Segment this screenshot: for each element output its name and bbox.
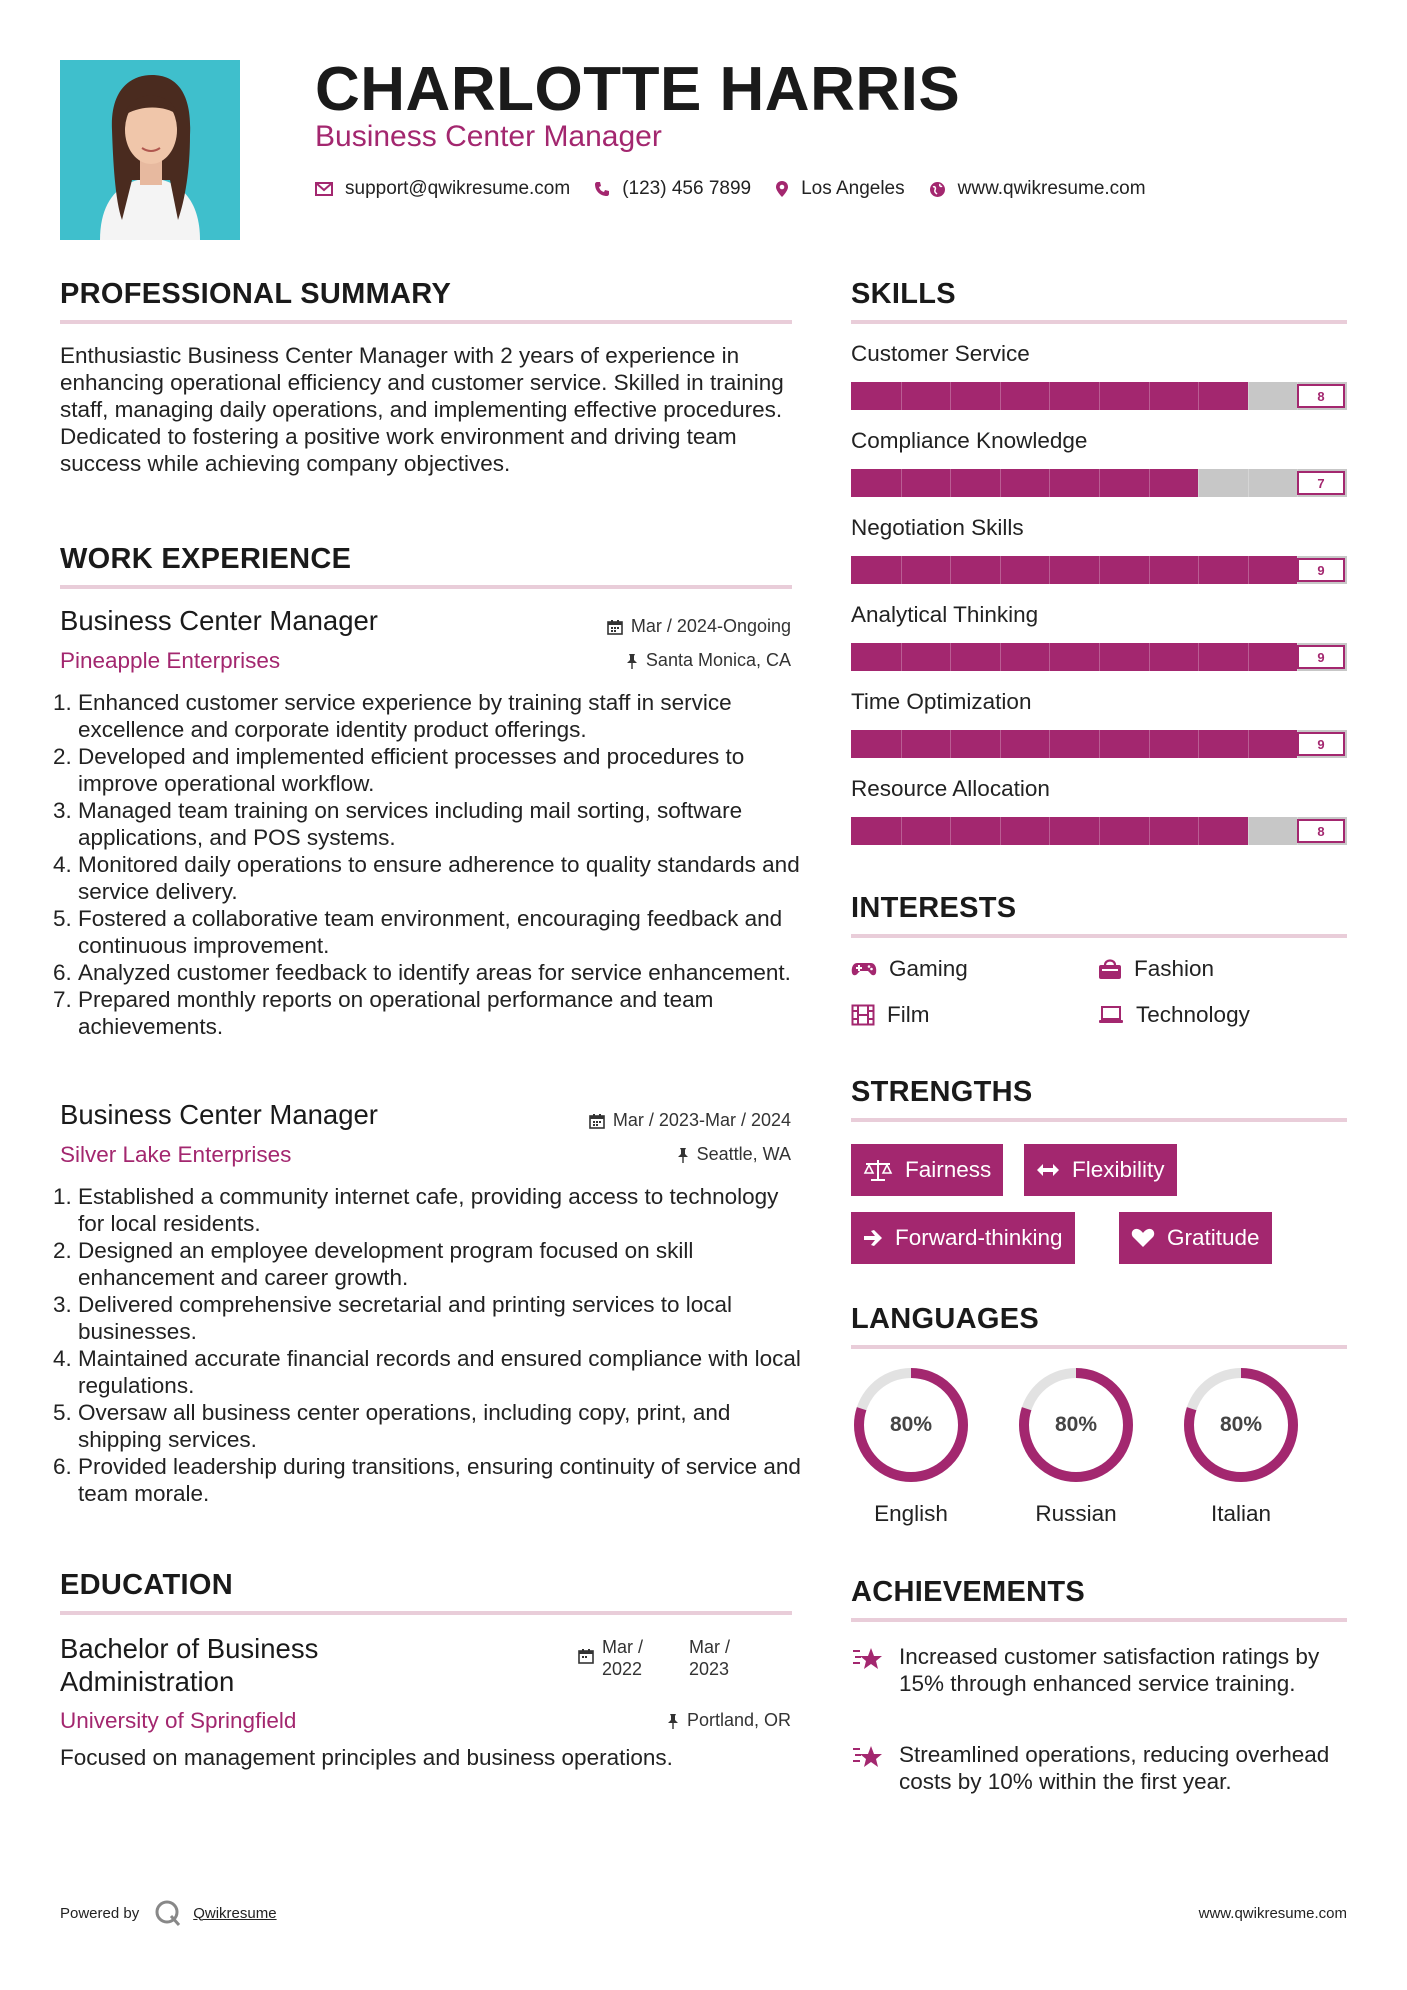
skill-level-badge: 9 — [1297, 558, 1345, 582]
skill-bar-segment — [1099, 643, 1100, 671]
education-start-year: 2022 — [602, 1659, 643, 1679]
skill-bar-segment — [950, 469, 951, 497]
scale-icon — [863, 1159, 893, 1181]
list-item: Enhanced customer service experience by training staff in service excellence and corporate identity product offerings. — [78, 690, 732, 742]
interest-film — [851, 1002, 929, 1028]
strengths-heading: STRENGTHS — [851, 1076, 1033, 1108]
skill-level-badge: 7 — [1297, 471, 1345, 495]
interests-heading: INTERESTS — [851, 892, 1017, 924]
skill-bar-segment — [1099, 469, 1100, 497]
job-1-date — [607, 616, 791, 637]
languages-heading: LANGUAGES — [851, 1303, 1039, 1335]
achievement-item-2 — [851, 1741, 1347, 1795]
skill-name: Customer Service — [851, 341, 1030, 366]
skill-bar-segment — [1149, 643, 1150, 671]
strengths-divider — [851, 1118, 1347, 1122]
education-heading: EDUCATION — [60, 1569, 233, 1601]
skill-bar-segment — [950, 730, 951, 758]
education-start-month: Mar / — [602, 1637, 644, 1657]
skill-bar-segment — [1198, 469, 1199, 497]
skill-bar-segment — [1248, 730, 1249, 758]
strength-fairness — [851, 1144, 1003, 1196]
skill-bar-segment — [1198, 817, 1199, 845]
map-pin-icon — [775, 180, 789, 198]
avatar — [60, 60, 240, 240]
experience-divider — [60, 585, 792, 589]
summary-text: Enthusiastic Business Center Manager with 2 years of experience in enhancing operational efficiency and customer service. Skilled in training staff, managing daily operations, and implementing effective procedures. Dedicated to fostering a positive work environment and driving team success while achieving company objectives. — [60, 343, 784, 476]
experience-heading: WORK EXPERIENCE — [60, 543, 352, 575]
interest-gaming — [851, 956, 968, 982]
interests-divider — [851, 934, 1347, 938]
contact-location — [775, 178, 905, 200]
skill-bar-segment — [1248, 817, 1249, 845]
language-percent: 80% — [1219, 1413, 1263, 1436]
skill-bar-segment — [1049, 817, 1050, 845]
skill-name: Time Optimization — [851, 689, 1032, 714]
skill-bar-fill — [851, 643, 1297, 671]
skill-bar-segment — [901, 817, 902, 845]
footer-powered-by — [60, 1898, 277, 1928]
language-name: Russian — [1035, 1501, 1117, 1526]
contact-email[interactable] — [315, 178, 570, 200]
skill-bar-segment — [1248, 469, 1249, 497]
interest-label: Film — [887, 1002, 930, 1027]
achievements-divider — [851, 1618, 1347, 1622]
calendar-icon — [607, 619, 623, 635]
strength-forward-thinking — [851, 1212, 1075, 1264]
skill-name: Compliance Knowledge — [851, 428, 1088, 453]
skill-level-badge: 9 — [1297, 645, 1345, 669]
skill-bar-segment — [1049, 556, 1050, 584]
school-name: University of Springfield — [60, 1708, 297, 1733]
skill-bar-fill — [851, 556, 1297, 584]
skill-bar-segment — [1000, 556, 1001, 584]
laptop-icon — [1098, 1005, 1124, 1025]
profile-photo — [60, 60, 240, 240]
education-end — [689, 1636, 730, 1680]
job-1-date-text: Mar / 2024-Ongoing — [630, 616, 791, 636]
skill-bar-segment — [1099, 730, 1100, 758]
skill-bar-segment — [1049, 730, 1050, 758]
language-italian — [1181, 1365, 1301, 1526]
education-start — [602, 1636, 643, 1680]
shopping-bag-icon — [1098, 958, 1122, 980]
contact-website[interactable] — [929, 178, 1146, 200]
list-item: Monitored daily operations to ensure adherence to quality standards and service delivery. — [78, 852, 800, 904]
list-item: Established a community internet cafe, providing access to technology for local residents. — [78, 1184, 779, 1236]
location-text: Los Angeles — [801, 178, 905, 199]
pushpin-icon — [667, 1713, 679, 1729]
job-2-date — [589, 1110, 791, 1131]
summary-divider — [60, 320, 792, 324]
education-end-year: 2023 — [689, 1659, 730, 1679]
footer-website[interactable]: www.qwikresume.com — [1198, 1905, 1347, 1922]
skill-bar-segment — [1000, 817, 1001, 845]
film-icon — [851, 1004, 875, 1026]
skill-bar-segment — [901, 730, 902, 758]
skills-divider — [851, 320, 1347, 324]
language-russian — [1016, 1365, 1136, 1526]
skill-bar-segment — [950, 556, 951, 584]
skills-heading: SKILLS — [851, 278, 956, 310]
school-location-text: Portland, OR — [686, 1710, 791, 1730]
candidate-name: CHARLOTTE HARRIS — [315, 55, 961, 124]
arrows-horizontal-icon — [1036, 1163, 1060, 1177]
job-1-title: Business Center Manager — [60, 605, 378, 636]
skill-bar-segment — [1049, 643, 1050, 671]
skill-bar-segment — [1000, 730, 1001, 758]
list-item: Prepared monthly reports on operational performance and team achievements. — [78, 987, 714, 1039]
skill-level-badge: 9 — [1297, 732, 1345, 756]
skill-bar — [851, 643, 1347, 671]
skill-bar-segment — [1149, 817, 1150, 845]
language-name: Italian — [1210, 1501, 1272, 1526]
skill-bar — [851, 817, 1347, 845]
list-item: Analyzed customer feedback to identify areas for service enhancement. — [78, 960, 791, 985]
job-2-location-text: Seattle, WA — [696, 1144, 791, 1164]
job-1-company: Pineapple Enterprises — [60, 648, 281, 673]
skill-name: Negotiation Skills — [851, 515, 1024, 540]
language-name: English — [874, 1501, 948, 1526]
interest-technology — [1098, 1002, 1250, 1028]
list-item: Delivered comprehensive secretarial and printing services to local businesses. — [78, 1292, 733, 1344]
list-item: Oversaw all business center operations, including copy, print, and shipping services. — [78, 1400, 731, 1452]
job-1-bullets — [78, 689, 808, 1040]
language-percent: 80% — [1054, 1413, 1098, 1436]
degree-line-2: Administration — [60, 1666, 235, 1697]
school-location — [667, 1710, 791, 1731]
skill-name: Resource Allocation — [851, 776, 1050, 801]
job-1-location — [626, 650, 791, 671]
languages-divider — [851, 1345, 1347, 1349]
contact-phone[interactable] — [594, 178, 751, 200]
achievement-text: Increased customer satisfaction ratings by 15% through enhanced service training. — [899, 1644, 1320, 1696]
powered-by-text: Powered by — [60, 1904, 140, 1922]
interest-label: Fashion — [1134, 956, 1215, 981]
interest-label: Technology — [1136, 1002, 1250, 1027]
strength-label: Flexibility — [1072, 1157, 1165, 1182]
skill-bar — [851, 382, 1347, 410]
achievement-text: Streamlined operations, reducing overhead costs by 10% within the first year. — [899, 1742, 1330, 1794]
phone-icon — [594, 181, 610, 197]
heart-icon — [1131, 1228, 1155, 1248]
language-percent: 80% — [889, 1413, 933, 1436]
envelope-icon — [315, 182, 333, 196]
language-english — [851, 1365, 971, 1526]
skill-bar-segment — [1149, 730, 1150, 758]
skill-bar-segment — [1198, 730, 1199, 758]
strength-gratitude — [1119, 1212, 1272, 1264]
interest-label: Gaming — [889, 956, 968, 981]
skill-bar-segment — [950, 817, 951, 845]
phone-text: (123) 456 7899 — [622, 178, 752, 199]
skill-bar-segment — [901, 643, 902, 671]
skill-bar — [851, 556, 1347, 584]
degree — [60, 1632, 318, 1698]
skill-bar — [851, 469, 1347, 497]
strength-label: Forward-thinking — [895, 1225, 1063, 1250]
job-2-company: Silver Lake Enterprises — [60, 1142, 292, 1167]
star-ribbon-icon — [851, 1645, 885, 1673]
list-item: Managed team training on services including mail sorting, software applications, and POS systems. — [78, 798, 743, 850]
skill-bar-segment — [1000, 643, 1001, 671]
skill-bar-segment — [950, 643, 951, 671]
education-description: Focused on management principles and business operations. — [60, 1745, 673, 1770]
gamepad-icon — [851, 961, 877, 977]
summary-heading: PROFESSIONAL SUMMARY — [60, 278, 452, 310]
strength-label: Gratitude — [1167, 1225, 1260, 1250]
skill-bar-segment — [1149, 556, 1150, 584]
education-dates — [578, 1636, 730, 1680]
achievement-item-1 — [851, 1643, 1347, 1697]
email-text: support@qwikresume.com — [345, 178, 571, 199]
skill-bar-segment — [1198, 556, 1199, 584]
brand-link[interactable]: Qwikresume — [193, 1904, 277, 1922]
job-1-location-text: Santa Monica, CA — [645, 650, 791, 670]
pushpin-icon — [677, 1147, 689, 1163]
skill-bar-segment — [901, 382, 902, 410]
skill-bar-segment — [1049, 469, 1050, 497]
skill-bar-segment — [1198, 382, 1199, 410]
skill-bar-segment — [1248, 643, 1249, 671]
skill-bar-segment — [1000, 382, 1001, 410]
education-divider — [60, 1611, 792, 1615]
skill-bar-segment — [1248, 556, 1249, 584]
interest-fashion — [1098, 956, 1214, 982]
list-item: Provided leadership during transitions, ensuring continuity of service and team morale. — [78, 1454, 801, 1506]
strength-label: Fairness — [905, 1157, 992, 1182]
job-title: Business Center Manager — [315, 120, 662, 153]
strength-flexibility — [1024, 1144, 1177, 1196]
list-item: Developed and implemented efficient processes and procedures to improve operational workflow. — [78, 744, 745, 796]
skill-bar-segment — [1000, 469, 1001, 497]
skill-bar-segment — [1248, 382, 1249, 410]
qwikresume-logo-icon — [153, 1898, 183, 1928]
skill-bar-segment — [901, 556, 902, 584]
skill-bar-segment — [1099, 817, 1100, 845]
list-item: Designed an employee development program focused on skill enhancement and career growth. — [78, 1238, 694, 1290]
globe-icon — [929, 181, 946, 198]
skill-bar-segment — [1049, 382, 1050, 410]
skill-bar-segment — [1099, 556, 1100, 584]
skill-name: Analytical Thinking — [851, 602, 1039, 627]
skill-bar-segment — [1198, 643, 1199, 671]
skill-bar-segment — [901, 469, 902, 497]
website-text: www.qwikresume.com — [957, 178, 1146, 199]
calendar-icon — [578, 1648, 594, 1664]
star-ribbon-icon — [851, 1743, 885, 1771]
contact-bar — [315, 178, 1170, 200]
skill-bar-segment — [1149, 382, 1150, 410]
job-2-bullets — [78, 1183, 808, 1507]
list-item: Maintained accurate financial records and ensured compliance with local regulations. — [78, 1346, 801, 1398]
skill-level-badge: 8 — [1297, 384, 1345, 408]
skill-bar-segment — [1099, 382, 1100, 410]
list-item: Fostered a collaborative team environment, encouraging feedback and continuous improvement. — [78, 906, 783, 958]
skill-level-badge: 8 — [1297, 819, 1345, 843]
job-2-title: Business Center Manager — [60, 1099, 378, 1130]
skill-bar-fill — [851, 730, 1297, 758]
education-end-month: Mar / — [689, 1637, 731, 1657]
skill-bar-segment — [950, 382, 951, 410]
achievements-heading: ACHIEVEMENTS — [851, 1576, 1086, 1608]
pushpin-icon — [626, 653, 638, 669]
arrow-right-icon — [863, 1229, 883, 1247]
skill-bar-segment — [1149, 469, 1150, 497]
job-2-location — [677, 1144, 791, 1165]
skill-bar — [851, 730, 1347, 758]
degree-line-1: Bachelor of Business — [60, 1633, 319, 1664]
calendar-icon — [589, 1113, 605, 1129]
skill-bar-fill — [851, 469, 1198, 497]
job-2-date-text: Mar / 2023-Mar / 2024 — [612, 1110, 791, 1130]
